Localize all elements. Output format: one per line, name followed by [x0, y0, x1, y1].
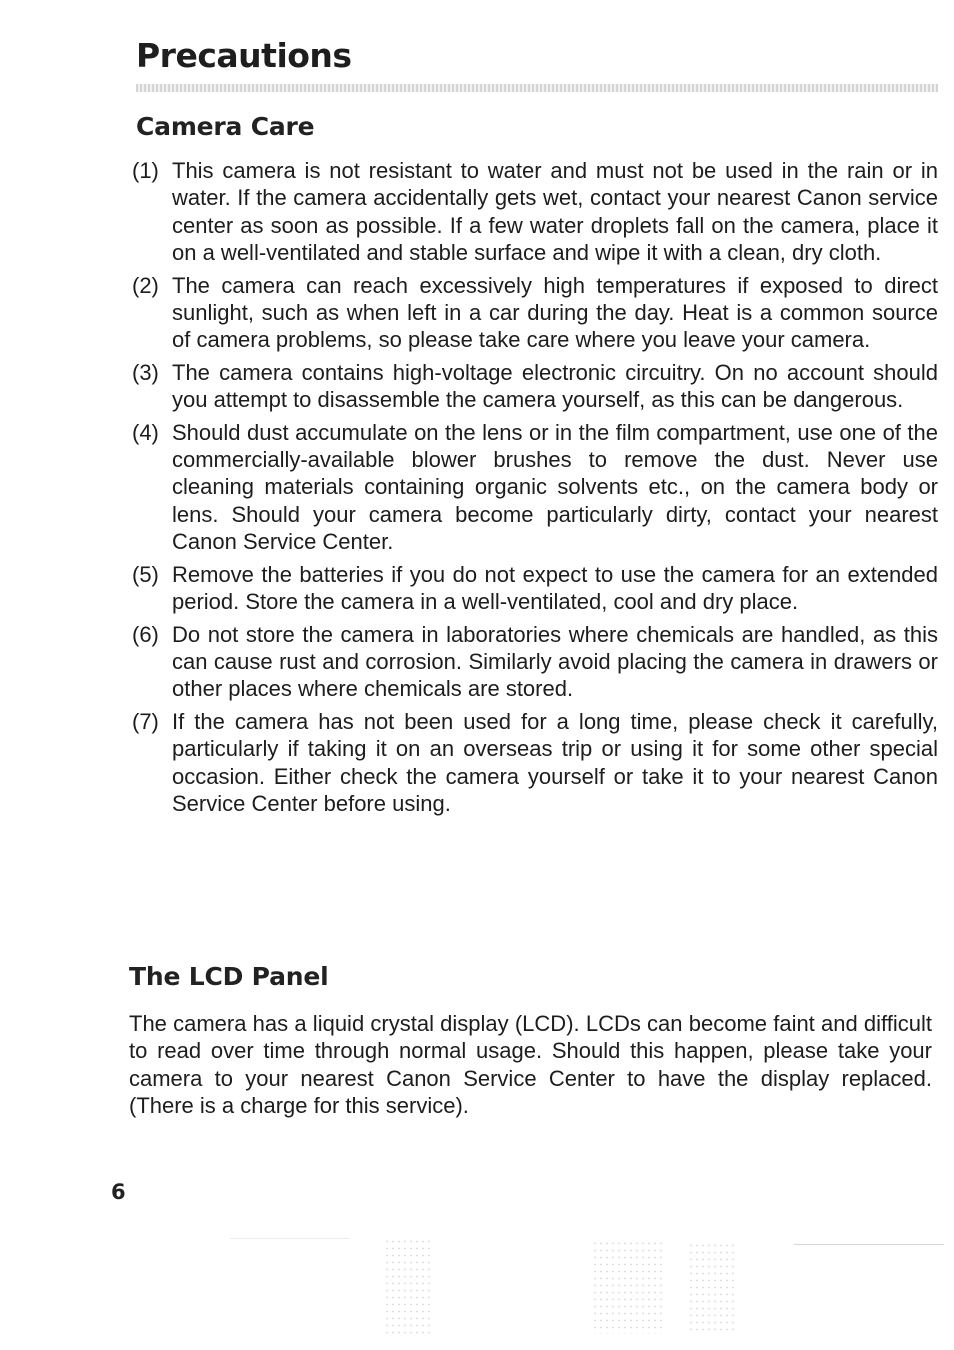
camera-care-item-3 — [132, 359, 938, 414]
camera-care-item-1 — [132, 157, 938, 267]
camera-care-heading: Camera Care — [136, 112, 315, 141]
camera-care-item-5 — [132, 561, 938, 616]
item-text: If the camera has not been used for a long time, please check it carefully, particularly if taking it on an overseas trip or using it for some other special occasion. Either check the camera yourself or take it to your nearest Canon Service Center before using. — [172, 708, 938, 816]
page-number: 6 — [111, 1180, 126, 1204]
item-number: (7) — [132, 708, 159, 734]
camera-care-list — [132, 157, 938, 822]
camera-care-item-7 — [132, 708, 938, 818]
scan-artifact-dots — [688, 1242, 736, 1334]
lcd-panel-paragraph: The camera has a liquid crystal display (LCD). LCDs can become faint and difficult to read over time through normal usage. Should this happen, please take your camera to your nearest Canon Service Center to have the display replaced. (There is a charge for this service). — [129, 1011, 932, 1119]
item-text: The camera can reach excessively high temperatures if exposed to direct sunlight, such as when left in a car during the day. Heat is a common source of camera problems, so please take care where you leave your camera. — [172, 272, 938, 353]
item-text: The camera contains high-voltage electronic circuitry. On no account should you attempt to disassemble the camera yourself, as this can be dangerous. — [172, 359, 938, 413]
title-divider — [136, 84, 938, 92]
item-text: Do not store the camera in laboratories where chemicals are handled, as this can cause rust and corrosion. Similarly avoid placing the camera in drawers or other places where chemicals are stored. — [172, 621, 938, 702]
item-number: (1) — [132, 158, 159, 183]
item-text: Should dust accumulate on the lens or in the film compartment, use one of the commercially-available blower brushes to remove the dust. Never use cleaning materials containing organic solvents etc., on the camera body or lens. Should your camera become particularly dirty, contact your nearest Canon Service Center. — [172, 419, 938, 555]
item-text: Remove the batteries if you do not expect to use the camera for an extended period. Store the camera in a well-ventilated, cool and dry place. — [172, 561, 938, 615]
scan-artifact-line — [794, 1244, 944, 1245]
scan-artifact-dots — [384, 1238, 432, 1334]
item-number: (6) — [132, 621, 159, 647]
item-number: (5) — [132, 561, 159, 587]
camera-care-item-4 — [132, 419, 938, 556]
camera-care-item-2 — [132, 272, 938, 354]
item-text: This camera is not resistant to water and must not be used in the rain or in water. If the camera accidentally gets wet, contact your nearest Canon service center as soon as possible. If a few water droplets fall on the camera, place it on a well-ventilated and stable surface and wipe it with a clean, dry cloth. — [172, 158, 938, 266]
scan-artifact-line — [230, 1238, 350, 1239]
page-title: Precautions — [136, 36, 352, 75]
item-number: (4) — [132, 419, 159, 445]
item-number: (2) — [132, 272, 159, 298]
camera-care-item-6 — [132, 621, 938, 703]
item-number: (3) — [132, 359, 159, 385]
lcd-panel-heading: The LCD Panel — [129, 962, 329, 991]
scan-artifact-dots — [592, 1240, 662, 1334]
